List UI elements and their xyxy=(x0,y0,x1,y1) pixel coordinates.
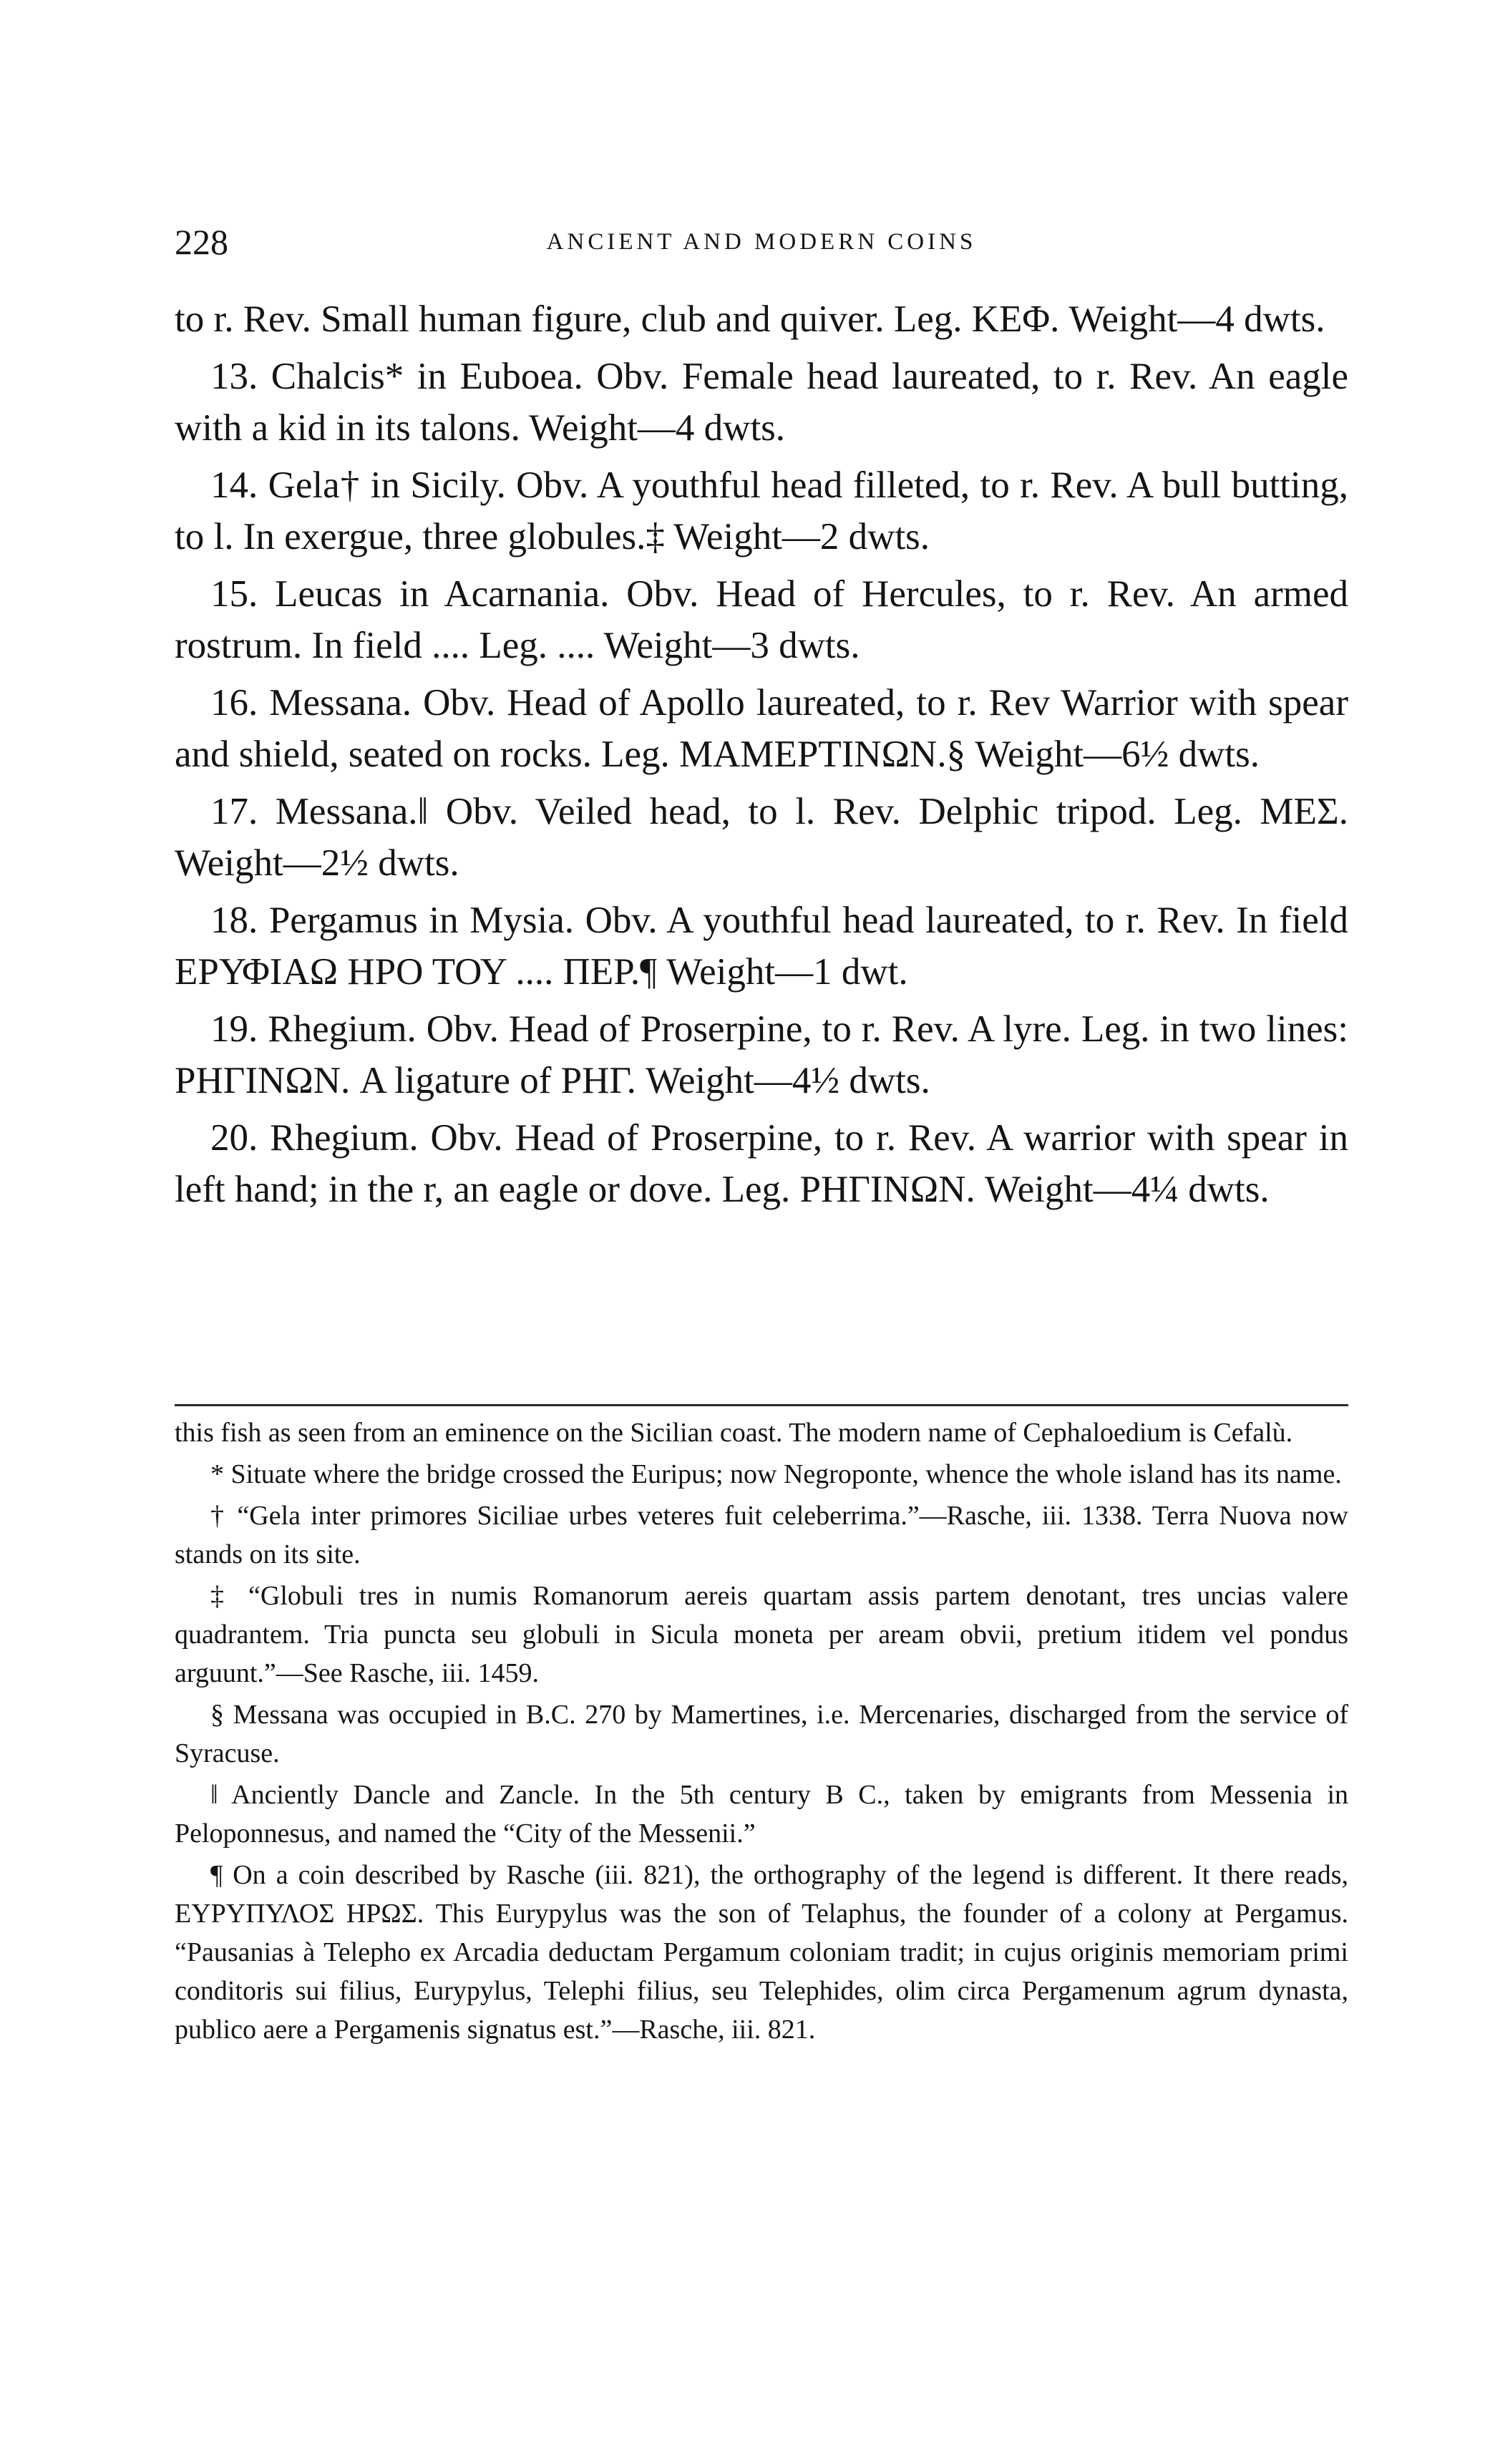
entry-16: 16. Messana. Obv. Head of Apollo laureated, to r. Rev Warrior with spear and shield, seated on rocks. Leg. ΜΑΜΕΡΤΙΝΩΝ.§ Weight—6½ dwts. xyxy=(175,682,1348,775)
footnote-double-dagger: ‡ “Globuli tres in numis Romanorum aereis quartam assis partem denotant, tres uncias valere quadrantem. Tria puncta seu globuli in Sicula moneta per aream obvii, pretium itidem vel pondus arguunt.”—See Rasche, iii. 1459. xyxy=(175,1581,1348,1688)
footnote-rule xyxy=(175,1404,1348,1406)
page-number: 228 xyxy=(175,222,228,262)
entry-20: 20. Rhegium. Obv. Head of Proserpine, to r. Rev. A warrior with spear in left hand; in the r, an eagle or dove. Leg. ΡΗΓΙΝΩΝ. Weight—4¼ dwts. xyxy=(175,1117,1348,1210)
entry-17: 17. Messana.‖ Obv. Veiled head, to l. Rev. Delphic tripod. Leg. ΜΕΣ. Weight—2½ dwts. xyxy=(175,791,1348,884)
running-head: ANCIENT AND MODERN COINS xyxy=(546,229,977,255)
entry-19: 19. Rhegium. Obv. Head of Proserpine, to r. Rev. A lyre. Leg. in two lines: ΡΗΓΙΝΩΝ. A ligature of ΡΗΓ. Weight—4½ dwts. xyxy=(175,1008,1348,1101)
footnote-asterisk: * Situate where the bridge crossed the Euripus; now Negroponte, whence the whole island has its name. xyxy=(210,1459,1342,1489)
entry-18: 18. Pergamus in Mysia. Obv. A youthful head laureated, to r. Rev. In field ΕΡΥΦΙΑΩ ΗΡΟ ΤΟΥ .... ΠΕΡ.¶ Weight—1 dwt. xyxy=(175,900,1348,993)
footnotes xyxy=(175,1413,1348,2052)
entry-15: 15. Leucas in Acarnania. Obv. Head of Hercules, to r. Rev. An armed rostrum. In field .... Leg. .... Weight—3 dwts. xyxy=(175,573,1348,666)
footnote-pilcrow: ¶ On a coin described by Rasche (iii. 821), the orthography of the legend is different. It there reads, ΕΥΡΥΠΥΛΟΣ ΗΡΩΣ. This Eurypylus was the son of Telaphus, the founder of a colony at Pergamus. “Pausanias à Telepho ex Arcadia deductam Pergamum coloniam tradit; in cujus originis memoriam primi conditoris sui filius, Eurypylus, Telephi filius, seu Telephides, olim circa Pergamenum agrum dynasta, publico aere a Pergamenis signatus est.”—Rasche, iii. 821. xyxy=(175,1860,1348,2045)
entry-13: 13. Chalcis* in Euboea. Obv. Female head laureated, to r. Rev. An eagle with a kid in its talons. Weight—4 dwts. xyxy=(175,356,1348,449)
footnote-parallel: ‖ Anciently Dancle and Zancle. In the 5th century B C., taken by emigrants from Messenia in Peloponnesus, and named the “City of the Messenii.” xyxy=(175,1780,1348,1849)
entry-continuation: to r. Rev. Small human figure, club and quiver. Leg. ΚΕΦ. Weight—4 dwts. xyxy=(175,298,1325,340)
footnote-section: § Messana was occupied in B.C. 270 by Mamertines, i.e. Mercenaries, discharged from the service of Syracuse. xyxy=(175,1700,1348,1768)
page-header xyxy=(175,220,1348,263)
entry-14: 14. Gela† in Sicily. Obv. A youthful head filleted, to r. Rev. A bull butting, to l. In exergue, three globules.‡ Weight—2 dwts. xyxy=(175,464,1348,557)
main-text xyxy=(175,293,1348,1221)
footnote-continuation: this fish as seen from an eminence on the Sicilian coast. The modern name of Cephaloedium is Cefalù. xyxy=(175,1418,1293,1448)
footnote-dagger: † “Gela inter primores Siciliae urbes veteres fuit celeberrima.”—Rasche, iii. 1338. Terra Nuova now stands on its site. xyxy=(175,1501,1348,1569)
